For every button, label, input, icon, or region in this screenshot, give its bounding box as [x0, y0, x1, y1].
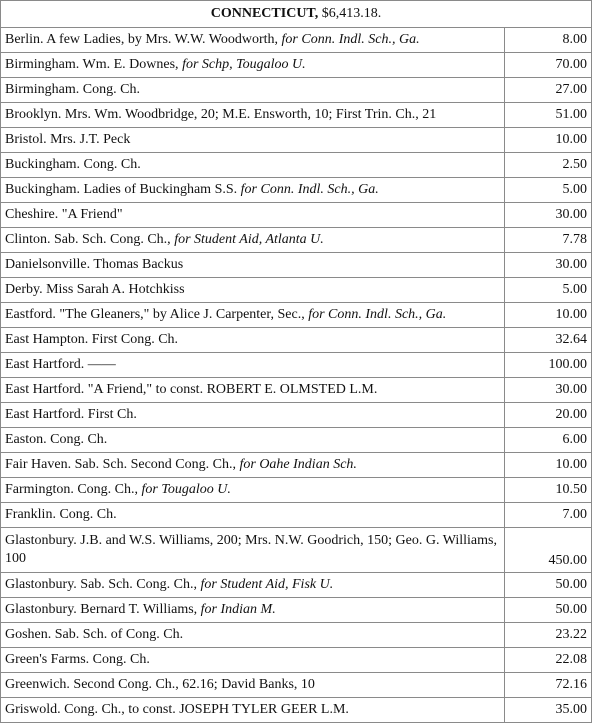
donor-text: Fair Haven. Sab. Sch. Second Cong. Ch.,: [5, 457, 236, 472]
row-description: [1, 103, 505, 127]
purpose-text: for Tougaloo U.: [141, 482, 231, 497]
row-amount: 6.00: [562, 432, 587, 447]
description-text: [5, 407, 137, 423]
table-row: [1, 353, 591, 378]
row-description: [1, 128, 505, 152]
description-text: [5, 677, 315, 693]
description-text: [5, 357, 116, 373]
row-description: [1, 78, 505, 102]
row-description: [1, 353, 505, 377]
description-text: [5, 532, 500, 568]
description-text: [5, 627, 183, 643]
donor-text: Easton. Cong. Ch.: [5, 432, 108, 447]
purpose-text: for Conn. Indl. Sch., Ga.: [240, 182, 379, 197]
row-description: [1, 203, 505, 227]
donor-text: Birmingham. Wm. E. Downes,: [5, 57, 179, 72]
description-text: [5, 702, 349, 718]
row-amount: 51.00: [555, 107, 587, 122]
table-row: [1, 53, 591, 78]
table-row: [1, 103, 591, 128]
row-description: [1, 328, 505, 352]
row-amount: 5.00: [562, 182, 587, 197]
table-row: [1, 673, 591, 698]
row-amount: 72.16: [555, 677, 587, 692]
donor-text: Goshen. Sab. Sch. of Cong. Ch.: [5, 627, 184, 642]
description-text: [5, 307, 446, 323]
donor-text: Danielsonville. Thomas Backus: [5, 257, 184, 272]
row-description: [1, 598, 505, 622]
table-row: [1, 698, 591, 723]
purpose-text: for Oahe Indian Sch.: [239, 457, 357, 472]
row-description: [1, 503, 505, 527]
donor-text: Farmington. Cong. Ch.,: [5, 482, 139, 497]
state-total: $6,413.18.: [321, 6, 382, 21]
row-amount: 23.22: [555, 627, 587, 642]
table-row: [1, 598, 591, 623]
table-row: [1, 153, 591, 178]
row-amount: 5.00: [562, 282, 587, 297]
table-row: [1, 203, 591, 228]
donor-text: Glastonbury. Bernard T. Williams,: [5, 602, 198, 617]
table-row: [1, 623, 591, 648]
donor-text: Glastonbury. Sab. Sch. Cong. Ch.,: [5, 577, 197, 592]
table-row: [1, 128, 591, 153]
description-text: [5, 82, 140, 98]
description-text: [5, 577, 333, 593]
purpose-text: for Schp, Tougaloo U.: [182, 57, 306, 72]
donor-text: Eastford. "The Gleaners," by Alice J. Carpenter, Sec.,: [5, 307, 305, 322]
donor-text: East Hartford. First Ch.: [5, 407, 137, 422]
row-description: [1, 478, 505, 502]
row-amount: 32.64: [555, 332, 587, 347]
row-amount: 50.00: [555, 577, 587, 592]
table-row: [1, 403, 591, 428]
row-description: [1, 178, 505, 202]
donor-text: East Hartford. "A Friend," to const. ROBERT E. OLMSTED L.M.: [5, 382, 378, 397]
row-amount: 30.00: [555, 382, 587, 397]
row-amount: 10.00: [555, 457, 587, 472]
row-amount: 450.00: [548, 553, 587, 568]
row-amount: 10.00: [555, 307, 587, 322]
table-row: [1, 428, 591, 453]
description-text: [5, 282, 185, 298]
donor-text: Franklin. Cong. Ch.: [5, 507, 117, 522]
donor-text: Clinton. Sab. Sch. Cong. Ch.,: [5, 232, 171, 247]
description-text: [5, 257, 183, 273]
description-text: [5, 107, 436, 123]
row-description: [1, 528, 505, 572]
row-description: [1, 303, 505, 327]
purpose-text: for Conn. Indl. Sch., Ga.: [308, 307, 447, 322]
row-description: [1, 28, 505, 52]
donor-text: Derby. Miss Sarah A. Hotchkiss: [5, 282, 185, 297]
donor-text: Greenwich. Second Cong. Ch., 62.16; David Banks, 10: [5, 677, 315, 692]
description-text: [5, 602, 276, 618]
row-description: [1, 573, 505, 597]
table-row: [1, 528, 591, 573]
table-header: [1, 1, 591, 28]
description-text: [5, 432, 107, 448]
donor-text: Cheshire. "A Friend": [5, 207, 123, 222]
table-row: [1, 78, 591, 103]
description-text: [5, 57, 306, 73]
table-row: [1, 253, 591, 278]
row-description: [1, 253, 505, 277]
table-row: [1, 328, 591, 353]
description-text: [5, 232, 324, 248]
row-description: [1, 453, 505, 477]
donor-text: Green's Farms. Cong. Ch.: [5, 652, 150, 667]
table-row: [1, 303, 591, 328]
row-amount: 10.00: [555, 132, 587, 147]
description-text: [5, 482, 231, 498]
description-text: [5, 132, 130, 148]
donor-text: Glastonbury. J.B. and W.S. Williams, 200; Mrs. N.W. Goodrich, 150; Geo. G. Williams, 100: [5, 533, 497, 566]
row-description: [1, 428, 505, 452]
row-amount: 30.00: [555, 207, 587, 222]
row-amount: 7.00: [562, 507, 587, 522]
table-body: [1, 28, 591, 723]
row-description: [1, 698, 505, 722]
row-amount: 7.78: [562, 232, 587, 247]
description-text: [5, 652, 150, 668]
description-text: [5, 207, 123, 223]
description-text: [5, 182, 379, 198]
row-amount: 22.08: [555, 652, 587, 667]
donor-text: Birmingham. Cong. Ch.: [5, 82, 140, 97]
row-description: [1, 153, 505, 177]
row-description: [1, 673, 505, 697]
description-text: [5, 157, 141, 173]
row-amount: 2.50: [562, 157, 587, 172]
donor-text: East Hartford. ——: [5, 357, 116, 372]
row-amount: 35.00: [555, 702, 587, 717]
purpose-text: for Indian M.: [200, 602, 276, 617]
row-description: [1, 378, 505, 402]
row-amount: 30.00: [555, 257, 587, 272]
row-amount: 10.50: [555, 482, 587, 497]
row-description: [1, 278, 505, 302]
donor-text: Berlin. A few Ladies, by Mrs. W.W. Woodworth,: [5, 32, 279, 47]
row-amount: 27.00: [555, 82, 587, 97]
description-text: [5, 382, 377, 398]
state-name: CONNECTICUT,: [210, 6, 319, 21]
table-row: [1, 648, 591, 673]
row-description: [1, 403, 505, 427]
description-text: [5, 457, 357, 473]
row-amount: 100.00: [548, 357, 587, 372]
table-row: [1, 28, 591, 53]
row-amount: 8.00: [562, 32, 587, 47]
table-row: [1, 178, 591, 203]
row-description: [1, 228, 505, 252]
description-text: [5, 32, 420, 48]
table-row: [1, 478, 591, 503]
donor-text: Buckingham. Ladies of Buckingham S.S.: [5, 182, 238, 197]
row-description: [1, 623, 505, 647]
donor-text: East Hampton. First Cong. Ch.: [5, 332, 179, 347]
table-row: [1, 453, 591, 478]
table-row: [1, 278, 591, 303]
row-amount: 70.00: [555, 57, 587, 72]
donor-text: Brooklyn. Mrs. Wm. Woodbridge, 20; M.E. Ensworth, 10; First Trin. Ch., 21: [5, 107, 437, 122]
donor-text: Griswold. Cong. Ch., to const. JOSEPH TYLER GEER L.M.: [5, 702, 349, 717]
description-text: [5, 507, 117, 523]
table-row: [1, 573, 591, 598]
table-row: [1, 378, 591, 403]
table-row: [1, 228, 591, 253]
table-row: [1, 503, 591, 528]
purpose-text: for Conn. Indl. Sch., Ga.: [281, 32, 420, 47]
row-amount: 50.00: [555, 602, 587, 617]
row-description: [1, 53, 505, 77]
purpose-text: for Student Aid, Atlanta U.: [174, 232, 324, 247]
row-amount: 20.00: [555, 407, 587, 422]
donor-text: Buckingham. Cong. Ch.: [5, 157, 141, 172]
purpose-text: for Student Aid, Fisk U.: [200, 577, 334, 592]
description-text: [5, 332, 178, 348]
donor-text: Bristol. Mrs. J.T. Peck: [5, 132, 131, 147]
row-description: [1, 648, 505, 672]
